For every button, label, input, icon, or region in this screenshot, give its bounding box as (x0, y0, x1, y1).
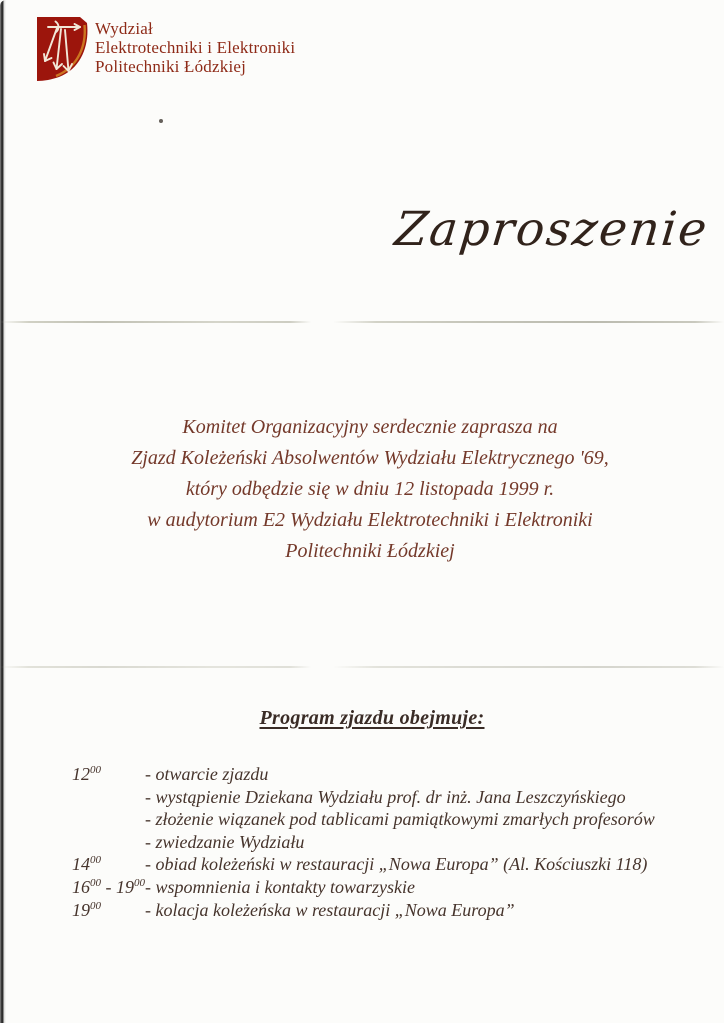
program-time (72, 786, 145, 809)
program-item-text: - otwarcie zjazdu (145, 764, 269, 784)
program-item-text: - zwiedzanie Wydziału (145, 831, 305, 852)
invitation-line: Komitet Organizacyjny serdecznie zaprasza na (182, 416, 558, 438)
program-schedule (72, 763, 716, 921)
program-row (72, 831, 716, 854)
program-time (72, 831, 145, 854)
program-time: $19^{00}$ (72, 899, 101, 920)
invitation-line: w audytorium E2 Wydziału Elektrotechniki i Elektroniki (147, 509, 593, 531)
organization-name (95, 19, 295, 76)
program-item-text: - złożenie wiązanek pod tablicami pamiątkowymi zmarłych profesorów (145, 809, 655, 830)
faculty-crest-icon (35, 16, 89, 82)
page-title: Zaproszenie (392, 202, 712, 257)
invitation-line: Zjazd Koleżeński Absolwentów Wydziału Elektrycznego '69, (131, 447, 609, 469)
paper-fold-line-top (0, 321, 724, 323)
program-row (72, 763, 716, 786)
paper-fold-line-bottom (0, 666, 724, 668)
program-item-text: - wspomnienia i kontakty towarzyskie (145, 876, 415, 897)
program-item-text: - obiad koleżeński w restauracji „Nowa Europa” (Al. Kościuszki 118) (145, 854, 648, 875)
org-line-3: Politechniki Łódzkiej (95, 57, 247, 76)
org-line-1: Wydział (95, 19, 153, 38)
program-time: $16^{00} - 19^{00}$ (72, 876, 145, 897)
scan-speck (159, 119, 163, 123)
scan-page-edge (0, 0, 6, 1023)
program-row (72, 899, 716, 922)
program-item-text: - wystąpienie Dziekana Wydziału prof. dr inż. Jana Leszczyńskiego (145, 786, 626, 807)
program-heading-text: Program zjazdu obejmuje: (259, 707, 485, 729)
invitation-text (55, 412, 685, 567)
program-row (72, 786, 716, 809)
invitation-line: Politechniki Łódzkiej (285, 540, 455, 562)
program-row (72, 808, 716, 831)
program-row (72, 876, 716, 899)
program-time: $14^{00}$ (72, 854, 101, 875)
program-row (72, 853, 716, 876)
org-line-2: Elektrotechniki i Elektroniki (95, 38, 296, 57)
program-time: $12^{00}$ (72, 764, 101, 784)
invitation-line: który odbędzie się w dniu 12 listopada 1999 r. (185, 478, 555, 500)
program-item-text: - kolacja koleżeńska w restauracji „Nowa Europa” (145, 899, 515, 920)
program-time (72, 808, 145, 831)
program-heading (10, 707, 724, 730)
